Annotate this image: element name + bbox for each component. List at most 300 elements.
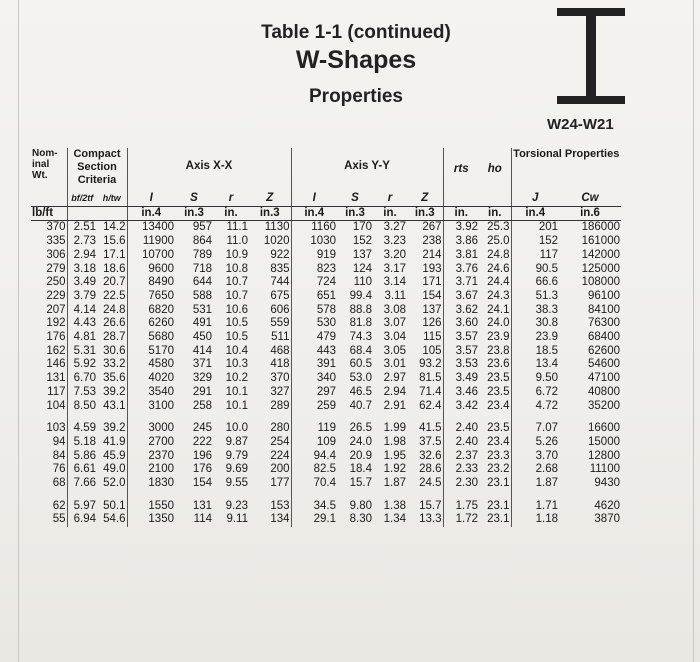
table-row <box>31 221 621 235</box>
value-cell: 3.23 <box>383 235 406 248</box>
value-cell: 2.40 <box>443 436 479 450</box>
value-cell: 176 <box>192 463 212 476</box>
value-cell: 6.94 <box>67 513 97 527</box>
value-cell: 267 <box>422 221 442 234</box>
sym-bf-2tf: bf/2tf <box>67 192 97 206</box>
value-cell: 2.73 <box>67 235 97 249</box>
value-cell: 105 <box>422 344 442 357</box>
sym-j: J <box>511 192 559 206</box>
value-cell: 35.6 <box>103 372 126 385</box>
value-cell: 1.99 <box>383 422 406 435</box>
unit-cell: in. <box>213 206 249 221</box>
i-beam-icon <box>553 0 629 112</box>
value-cell: 1130 <box>264 221 290 234</box>
value-cell: 14.2 <box>103 221 126 234</box>
value-cell: 10.5 <box>225 331 248 344</box>
value-cell: 7.53 <box>67 386 97 400</box>
value-cell: 137 <box>352 248 372 261</box>
value-cell: 23.1 <box>487 477 510 490</box>
value-cell: 3.86 <box>443 235 479 249</box>
value-cell: 41.5 <box>419 422 442 435</box>
unit-cell: in.4 <box>127 206 175 221</box>
value-cell: 10.0 <box>225 422 248 435</box>
value-cell: 23.5 <box>487 372 510 385</box>
value-cell: 10.2 <box>225 372 248 385</box>
value-cell: 479 <box>291 331 337 345</box>
value-cell: 68400 <box>588 331 620 344</box>
value-cell: 126 <box>422 317 442 330</box>
value-cell: 70.4 <box>291 477 337 491</box>
value-cell: 3.70 <box>511 450 559 464</box>
value-cell: 18.5 <box>511 345 559 359</box>
value-cell: 3.42 <box>443 400 479 414</box>
value-cell: 11100 <box>589 463 620 476</box>
table-row <box>31 436 621 450</box>
value-cell: 9.87 <box>225 435 248 448</box>
value-cell: 919 <box>291 249 337 263</box>
value-cell: 3.57 <box>443 345 479 359</box>
value-cell: 6.70 <box>67 372 97 386</box>
value-cell: 10.7 <box>225 276 248 289</box>
table-row <box>31 331 621 345</box>
nominal-weight-cell: 146 <box>46 358 66 371</box>
value-cell: 3.62 <box>443 304 479 318</box>
value-cell: 468 <box>270 344 290 357</box>
value-cell: 201 <box>511 221 559 235</box>
value-cell: 1020 <box>263 235 290 248</box>
value-cell: 450 <box>192 331 212 344</box>
value-cell: 114 <box>193 513 212 526</box>
value-cell: 40.7 <box>349 399 372 412</box>
value-cell: 254 <box>270 435 290 448</box>
value-cell: 718 <box>192 262 212 275</box>
value-cell: 26.5 <box>349 422 372 435</box>
col-rts: rts <box>443 148 479 192</box>
col-ho: ho <box>487 163 502 176</box>
value-cell: 53.0 <box>349 372 372 385</box>
value-cell: 2.33 <box>443 463 479 477</box>
value-cell: 329 <box>192 372 212 385</box>
value-cell: 238 <box>422 235 442 248</box>
value-cell: 23.6 <box>487 358 510 371</box>
value-cell: 96100 <box>588 289 620 302</box>
value-cell: 258 <box>192 399 212 412</box>
nominal-weight-cell: 176 <box>46 331 66 344</box>
value-cell: 9430 <box>594 477 620 490</box>
value-cell: 289 <box>270 399 290 412</box>
value-cell: 4620 <box>594 499 620 512</box>
value-cell: 39.2 <box>103 385 126 398</box>
value-cell: 125000 <box>581 262 620 275</box>
value-cell: 15.6 <box>103 235 126 248</box>
value-cell: 24.5 <box>419 477 442 490</box>
nominal-weight-cell: 229 <box>46 289 66 302</box>
value-cell: 66.6 <box>511 276 559 290</box>
value-cell: 9.50 <box>511 372 559 386</box>
value-cell: 1.98 <box>383 435 406 448</box>
value-cell: 3.11 <box>384 289 406 302</box>
value-cell: 152 <box>511 235 559 249</box>
value-cell: 1.34 <box>383 513 406 526</box>
value-cell: 418 <box>270 358 290 371</box>
value-cell: 4.43 <box>67 317 97 331</box>
value-cell: 15.7 <box>419 499 442 512</box>
value-cell: 25.0 <box>487 235 510 248</box>
value-cell: 23.4 <box>487 435 510 448</box>
value-cell: 28.7 <box>103 331 126 344</box>
table-frame <box>18 0 694 662</box>
nominal-weight-cell: 250 <box>46 276 66 289</box>
value-cell: 117 <box>511 249 559 263</box>
value-cell: 1.72 <box>443 513 479 527</box>
value-cell: 6820 <box>127 304 175 318</box>
unit-cell: in.3 <box>249 206 291 221</box>
value-cell: 4580 <box>127 358 175 372</box>
value-cell: 15.7 <box>349 477 372 490</box>
value-cell: 51.3 <box>511 290 559 304</box>
value-cell: 200 <box>270 463 290 476</box>
value-cell: 38.3 <box>511 304 559 318</box>
sym-sy: S <box>337 192 373 206</box>
value-cell: 1.87 <box>511 477 559 491</box>
nominal-weight-cell: 279 <box>46 262 66 275</box>
nominal-weight-cell: 207 <box>46 303 66 316</box>
value-cell: 3.49 <box>67 276 97 290</box>
value-cell: 24.6 <box>487 262 510 275</box>
value-cell: 39.2 <box>103 422 126 435</box>
value-cell: 54.6 <box>103 513 126 526</box>
value-cell: 24.0 <box>349 435 372 448</box>
value-cell: 154 <box>422 289 442 302</box>
value-cell: 1830 <box>127 477 175 491</box>
value-cell: 1350 <box>127 513 175 527</box>
value-cell: 7.66 <box>67 477 97 491</box>
value-cell: 1.71 <box>511 500 559 514</box>
table-row <box>31 263 621 277</box>
value-cell: 17.1 <box>103 248 126 261</box>
value-cell: 74.3 <box>349 331 372 344</box>
value-cell: 10.3 <box>225 358 248 371</box>
value-cell: 28.6 <box>419 463 442 476</box>
value-cell: 84100 <box>588 303 620 316</box>
value-cell: 99.4 <box>349 289 372 302</box>
value-cell: 30.6 <box>103 344 126 357</box>
value-cell: 3.46 <box>443 386 479 400</box>
value-cell: 3000 <box>127 422 175 436</box>
value-cell: 10.6 <box>225 303 248 316</box>
value-cell: 724 <box>291 276 337 290</box>
value-cell: 9600 <box>127 263 175 277</box>
table-body <box>31 221 621 527</box>
value-cell: 4.81 <box>67 331 97 345</box>
value-cell: 23.9 <box>511 331 559 345</box>
table-row <box>31 477 621 491</box>
unit-cell <box>97 206 127 221</box>
table-row <box>31 358 621 372</box>
nominal-weight-cell: 94 <box>52 435 66 448</box>
value-cell: 115 <box>423 331 442 344</box>
col-nominal-weight: Nom-inal Wt. <box>32 148 58 181</box>
table-row <box>31 500 621 514</box>
nominal-weight-cell: 68 <box>52 477 66 490</box>
value-cell: 259 <box>291 400 337 414</box>
table-row <box>31 463 621 477</box>
value-cell: 153 <box>270 499 290 512</box>
value-cell: 3.92 <box>443 221 479 235</box>
value-cell: 24.0 <box>487 317 510 330</box>
nominal-weight-cell: 104 <box>46 399 66 412</box>
value-cell: 531 <box>192 303 212 316</box>
table-row <box>31 345 621 359</box>
value-cell: 161000 <box>581 235 620 248</box>
value-cell: 8.50 <box>67 400 97 414</box>
value-cell: 2100 <box>127 463 175 477</box>
value-cell: 291 <box>192 385 212 398</box>
value-cell: 170 <box>352 221 372 234</box>
value-cell: 3.81 <box>443 249 479 263</box>
value-cell: 3.20 <box>383 248 406 261</box>
value-cell: 3.79 <box>67 290 97 304</box>
unit-cell: in. <box>443 206 479 221</box>
value-cell: 82.5 <box>291 463 337 477</box>
value-cell: 23.8 <box>487 344 510 357</box>
value-cell: 2700 <box>127 436 175 450</box>
value-cell: 3.67 <box>443 290 479 304</box>
sym-ix: I <box>127 192 175 206</box>
value-cell: 23.5 <box>487 422 510 435</box>
value-cell: 491 <box>192 317 212 330</box>
value-cell: 119 <box>291 422 337 436</box>
value-cell: 3.07 <box>383 317 406 330</box>
col-torsional: Torsional Properties <box>511 148 621 192</box>
value-cell: 327 <box>270 385 290 398</box>
sym-ry: r <box>373 192 407 206</box>
nominal-weight-cell: 62 <box>52 499 66 512</box>
sym-rx: r <box>213 192 249 206</box>
value-cell: 20.9 <box>349 449 372 462</box>
value-cell: 3.49 <box>443 372 479 386</box>
value-cell: 4020 <box>127 372 175 386</box>
value-cell: 340 <box>291 372 337 386</box>
value-cell: 222 <box>192 435 212 448</box>
value-cell: 49.0 <box>103 463 126 476</box>
value-cell: 3.60 <box>443 317 479 331</box>
value-cell: 2.37 <box>443 450 479 464</box>
value-cell: 2.51 <box>67 221 97 235</box>
value-cell: 29.1 <box>291 513 337 527</box>
table-row <box>31 386 621 400</box>
value-cell: 530 <box>291 317 337 331</box>
value-cell: 93.2 <box>419 358 442 371</box>
nominal-weight-cell: 84 <box>52 449 66 462</box>
value-cell: 3.18 <box>67 263 97 277</box>
value-cell: 33.2 <box>103 358 126 371</box>
value-cell: 15000 <box>588 435 620 448</box>
col-compact-criteria: Compact Section Criteria <box>67 148 127 192</box>
value-cell: 76300 <box>588 317 620 330</box>
value-cell: 24.4 <box>487 276 510 289</box>
table-row <box>31 304 621 318</box>
value-cell: 142000 <box>581 248 620 261</box>
value-cell: 34.5 <box>291 500 337 514</box>
value-cell: 23.4 <box>487 399 510 412</box>
unit-cell: in.3 <box>175 206 213 221</box>
value-cell: 23.2 <box>487 463 510 476</box>
table-row <box>31 290 621 304</box>
value-cell: 177 <box>270 477 290 490</box>
value-cell: 9.55 <box>225 477 248 490</box>
value-cell: 81.5 <box>419 372 442 385</box>
value-cell: 5.92 <box>67 358 97 372</box>
value-cell: 10.5 <box>225 317 248 330</box>
value-cell: 45.9 <box>103 449 126 462</box>
value-cell: 37.5 <box>419 435 442 448</box>
value-cell: 370 <box>270 372 290 385</box>
unit-cell: in.4 <box>511 206 559 221</box>
value-cell: 5.86 <box>67 450 97 464</box>
value-cell: 68.4 <box>349 344 372 357</box>
value-cell: 124 <box>352 262 372 275</box>
table-row <box>31 372 621 386</box>
value-cell: 20.7 <box>103 276 126 289</box>
value-cell: 40800 <box>588 385 620 398</box>
value-cell: 3.27 <box>383 221 406 234</box>
value-cell: 2370 <box>127 450 175 464</box>
table-row <box>31 317 621 331</box>
value-cell: 9.69 <box>225 463 248 476</box>
value-cell: 789 <box>192 248 212 261</box>
value-cell: 606 <box>270 303 290 316</box>
value-cell: 2.30 <box>443 477 479 491</box>
value-cell: 3100 <box>127 400 175 414</box>
unit-cell: in.6 <box>559 206 621 221</box>
value-cell: 47100 <box>588 372 620 385</box>
col-axis-x: Axis X-X <box>127 148 291 192</box>
units-row <box>31 206 621 221</box>
table-row <box>31 249 621 263</box>
value-cell: 675 <box>270 289 290 302</box>
value-cell: 835 <box>270 262 290 275</box>
sym-cw: Cw <box>559 192 621 206</box>
value-cell: 10.7 <box>225 289 248 302</box>
value-cell: 11.0 <box>226 235 248 248</box>
value-cell: 43.1 <box>103 399 126 412</box>
sym-iy: I <box>291 192 337 206</box>
value-cell: 152 <box>352 235 372 248</box>
unit-cell: lb/ft <box>31 206 67 221</box>
value-cell: 3.76 <box>443 263 479 277</box>
unit-cell: in.3 <box>407 206 443 221</box>
value-cell: 7.07 <box>511 422 559 436</box>
value-cell: 23.1 <box>487 499 510 512</box>
value-cell: 5680 <box>127 331 175 345</box>
value-cell: 744 <box>270 276 290 289</box>
value-cell: 10700 <box>127 249 175 263</box>
value-cell: 3870 <box>594 513 620 526</box>
value-cell: 110 <box>353 276 372 289</box>
unit-cell: in.4 <box>291 206 337 221</box>
value-cell: 6.61 <box>67 463 97 477</box>
value-cell: 1.87 <box>383 477 406 490</box>
value-cell: 10.1 <box>225 399 248 412</box>
nominal-weight-cell: 192 <box>46 317 66 330</box>
value-cell: 3.08 <box>383 303 406 316</box>
nominal-weight-cell: 55 <box>52 513 66 526</box>
table-row <box>31 235 621 249</box>
value-cell: 1.18 <box>511 513 559 527</box>
value-cell: 13.4 <box>511 358 559 372</box>
value-cell: 154 <box>192 477 212 490</box>
value-cell: 26.6 <box>103 317 126 330</box>
unit-cell: in. <box>479 206 511 221</box>
value-cell: 62600 <box>588 344 620 357</box>
properties-table <box>31 148 621 527</box>
value-cell: 8490 <box>127 276 175 290</box>
value-cell: 25.3 <box>487 221 510 234</box>
value-cell: 864 <box>192 235 212 248</box>
value-cell: 5.18 <box>67 436 97 450</box>
value-cell: 414 <box>192 344 212 357</box>
value-cell: 651 <box>291 290 337 304</box>
value-cell: 2.68 <box>511 463 559 477</box>
value-cell: 3.05 <box>383 344 406 357</box>
value-cell: 2.97 <box>383 372 406 385</box>
value-cell: 62.4 <box>419 399 442 412</box>
value-cell: 16600 <box>588 422 620 435</box>
value-cell: 1.92 <box>383 463 406 476</box>
value-cell: 88.8 <box>349 303 372 316</box>
nominal-weight-cell: 103 <box>46 422 66 435</box>
value-cell: 3540 <box>127 386 175 400</box>
col-axis-y: Axis Y-Y <box>291 148 443 192</box>
nominal-weight-cell: 370 <box>46 221 66 234</box>
value-cell: 6.72 <box>511 386 559 400</box>
nominal-weight-cell: 335 <box>46 235 66 248</box>
value-cell: 1.38 <box>383 499 406 512</box>
value-cell: 5.97 <box>67 500 97 514</box>
value-cell: 2.40 <box>443 422 479 436</box>
unit-cell: in. <box>373 206 407 221</box>
value-cell: 559 <box>270 317 290 330</box>
value-cell: 443 <box>291 345 337 359</box>
value-cell: 9.23 <box>225 499 248 512</box>
value-cell: 4.72 <box>511 400 559 414</box>
value-cell: 22.5 <box>103 289 126 302</box>
value-cell: 108000 <box>581 276 620 289</box>
sym-zy: Z <box>407 192 443 206</box>
value-cell: 41.9 <box>103 435 126 448</box>
value-cell: 5.26 <box>511 436 559 450</box>
value-cell: 94.4 <box>291 450 337 464</box>
value-cell: 3.04 <box>383 331 406 344</box>
value-cell: 60.5 <box>349 358 372 371</box>
value-cell: 81.8 <box>349 317 372 330</box>
nominal-weight-cell: 117 <box>47 385 66 398</box>
nominal-weight-cell: 131 <box>46 372 66 385</box>
value-cell: 1550 <box>127 500 175 514</box>
value-cell: 644 <box>192 276 212 289</box>
value-cell: 8.30 <box>349 513 372 526</box>
value-cell: 3.17 <box>383 262 406 275</box>
value-cell: 193 <box>422 262 442 275</box>
value-cell: 137 <box>422 303 442 316</box>
value-cell: 224 <box>270 449 290 462</box>
unit-cell <box>67 206 97 221</box>
value-cell: 50.1 <box>103 499 126 512</box>
value-cell: 1.75 <box>443 500 479 514</box>
value-cell: 371 <box>192 358 212 371</box>
value-cell: 186000 <box>581 221 620 234</box>
